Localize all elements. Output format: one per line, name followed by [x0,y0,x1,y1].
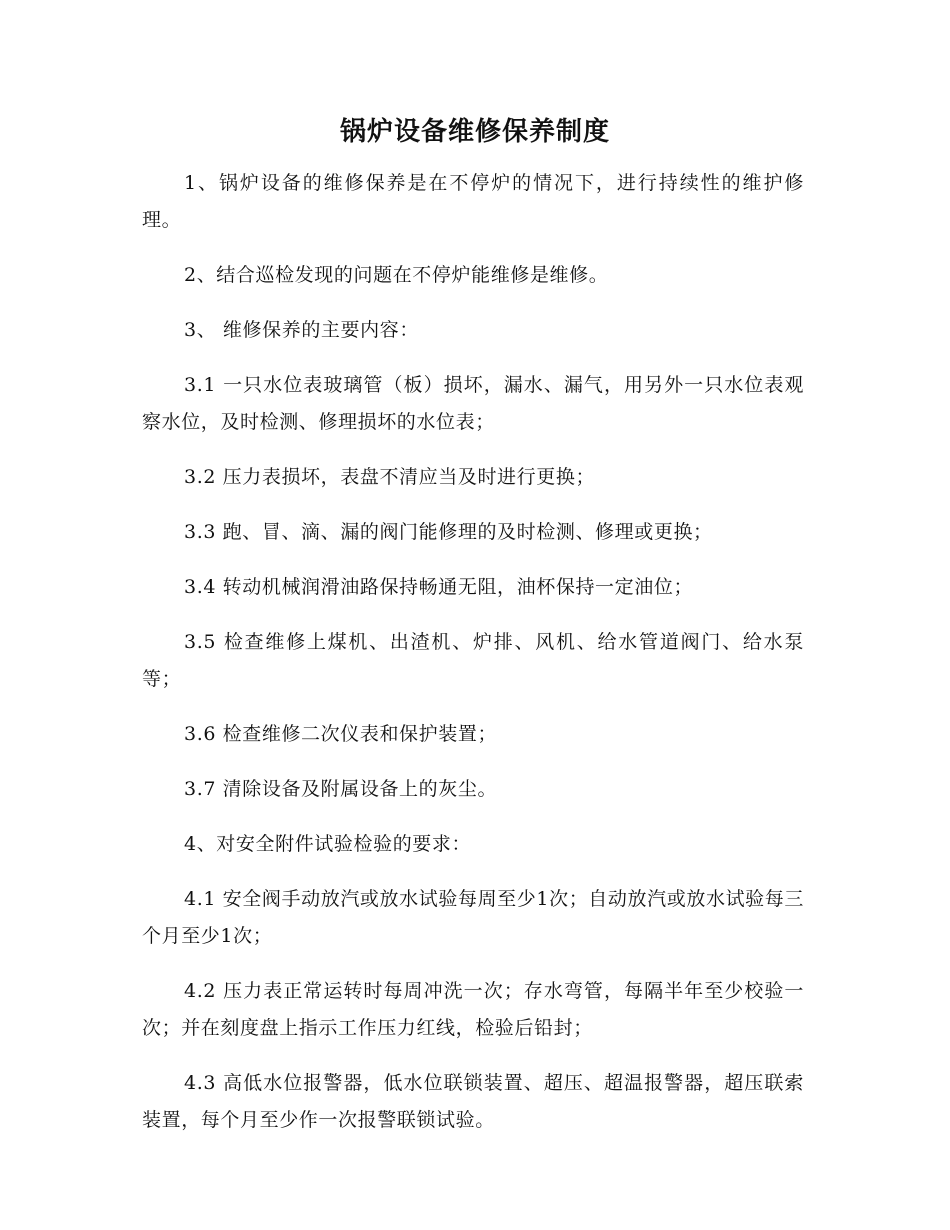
paragraph-3-3: 3.3 跑、冒、滴、漏的阀门能修理的及时检测、修理或更换； [184,521,713,543]
paragraph-4-1: 4.1 安全阀手动放汽或放水试验每周至少1次；自动放汽或放水试验每三个月至少1次； [142,888,804,947]
paragraph-3: 3、 维修保养的主要内容： [184,319,419,341]
document-body [142,165,804,1157]
paragraph-2: 2、结合巡检发现的问题在不停炉能维修是维修。 [184,264,609,286]
paragraph-1: 1、锅炉设备的维修保养是在不停炉的情况下，进行持续性的维护修理。 [142,172,804,231]
document-title: 锅炉设备维修保养制度 [339,117,610,147]
paragraph-3-4: 3.4 转动机械润滑油路保持畅通无阻，油杯保持一定油位； [184,576,694,598]
paragraph-4-2: 4.2 压力表正常运转时每周冲洗一次；存水弯管，每隔半年至少校验一次；并在刻度盘上指示工作压力红线，检验后铅封； [142,980,804,1039]
paragraph-4-3: 4.3 高低水位报警器，低水位联锁装置、超压、超温报警器，超压联索装置，每个月至少作一次报警联锁试验。 [142,1072,804,1131]
paragraph-3-7: 3.7 清除设备及附属设备上的灰尘。 [184,778,498,800]
paragraph-3-1: 3.1 一只水位表玻璃管（板）损坏，漏水、漏气，用另外一只水位表观察水位，及时检测、修理损坏的水位表； [142,374,804,433]
paragraph-3-5: 3.5 检查维修上煤机、出渣机、炉排、风机、给水管道阀门、给水泵等； [142,631,804,690]
paragraph-3-6: 3.6 检查维修二次仪表和保护装置； [184,723,498,745]
paragraph-3-2: 3.2 压力表损坏，表盘不清应当及时进行更换； [184,466,596,488]
paragraph-4: 4、对安全附件试验检验的要求： [184,833,472,855]
